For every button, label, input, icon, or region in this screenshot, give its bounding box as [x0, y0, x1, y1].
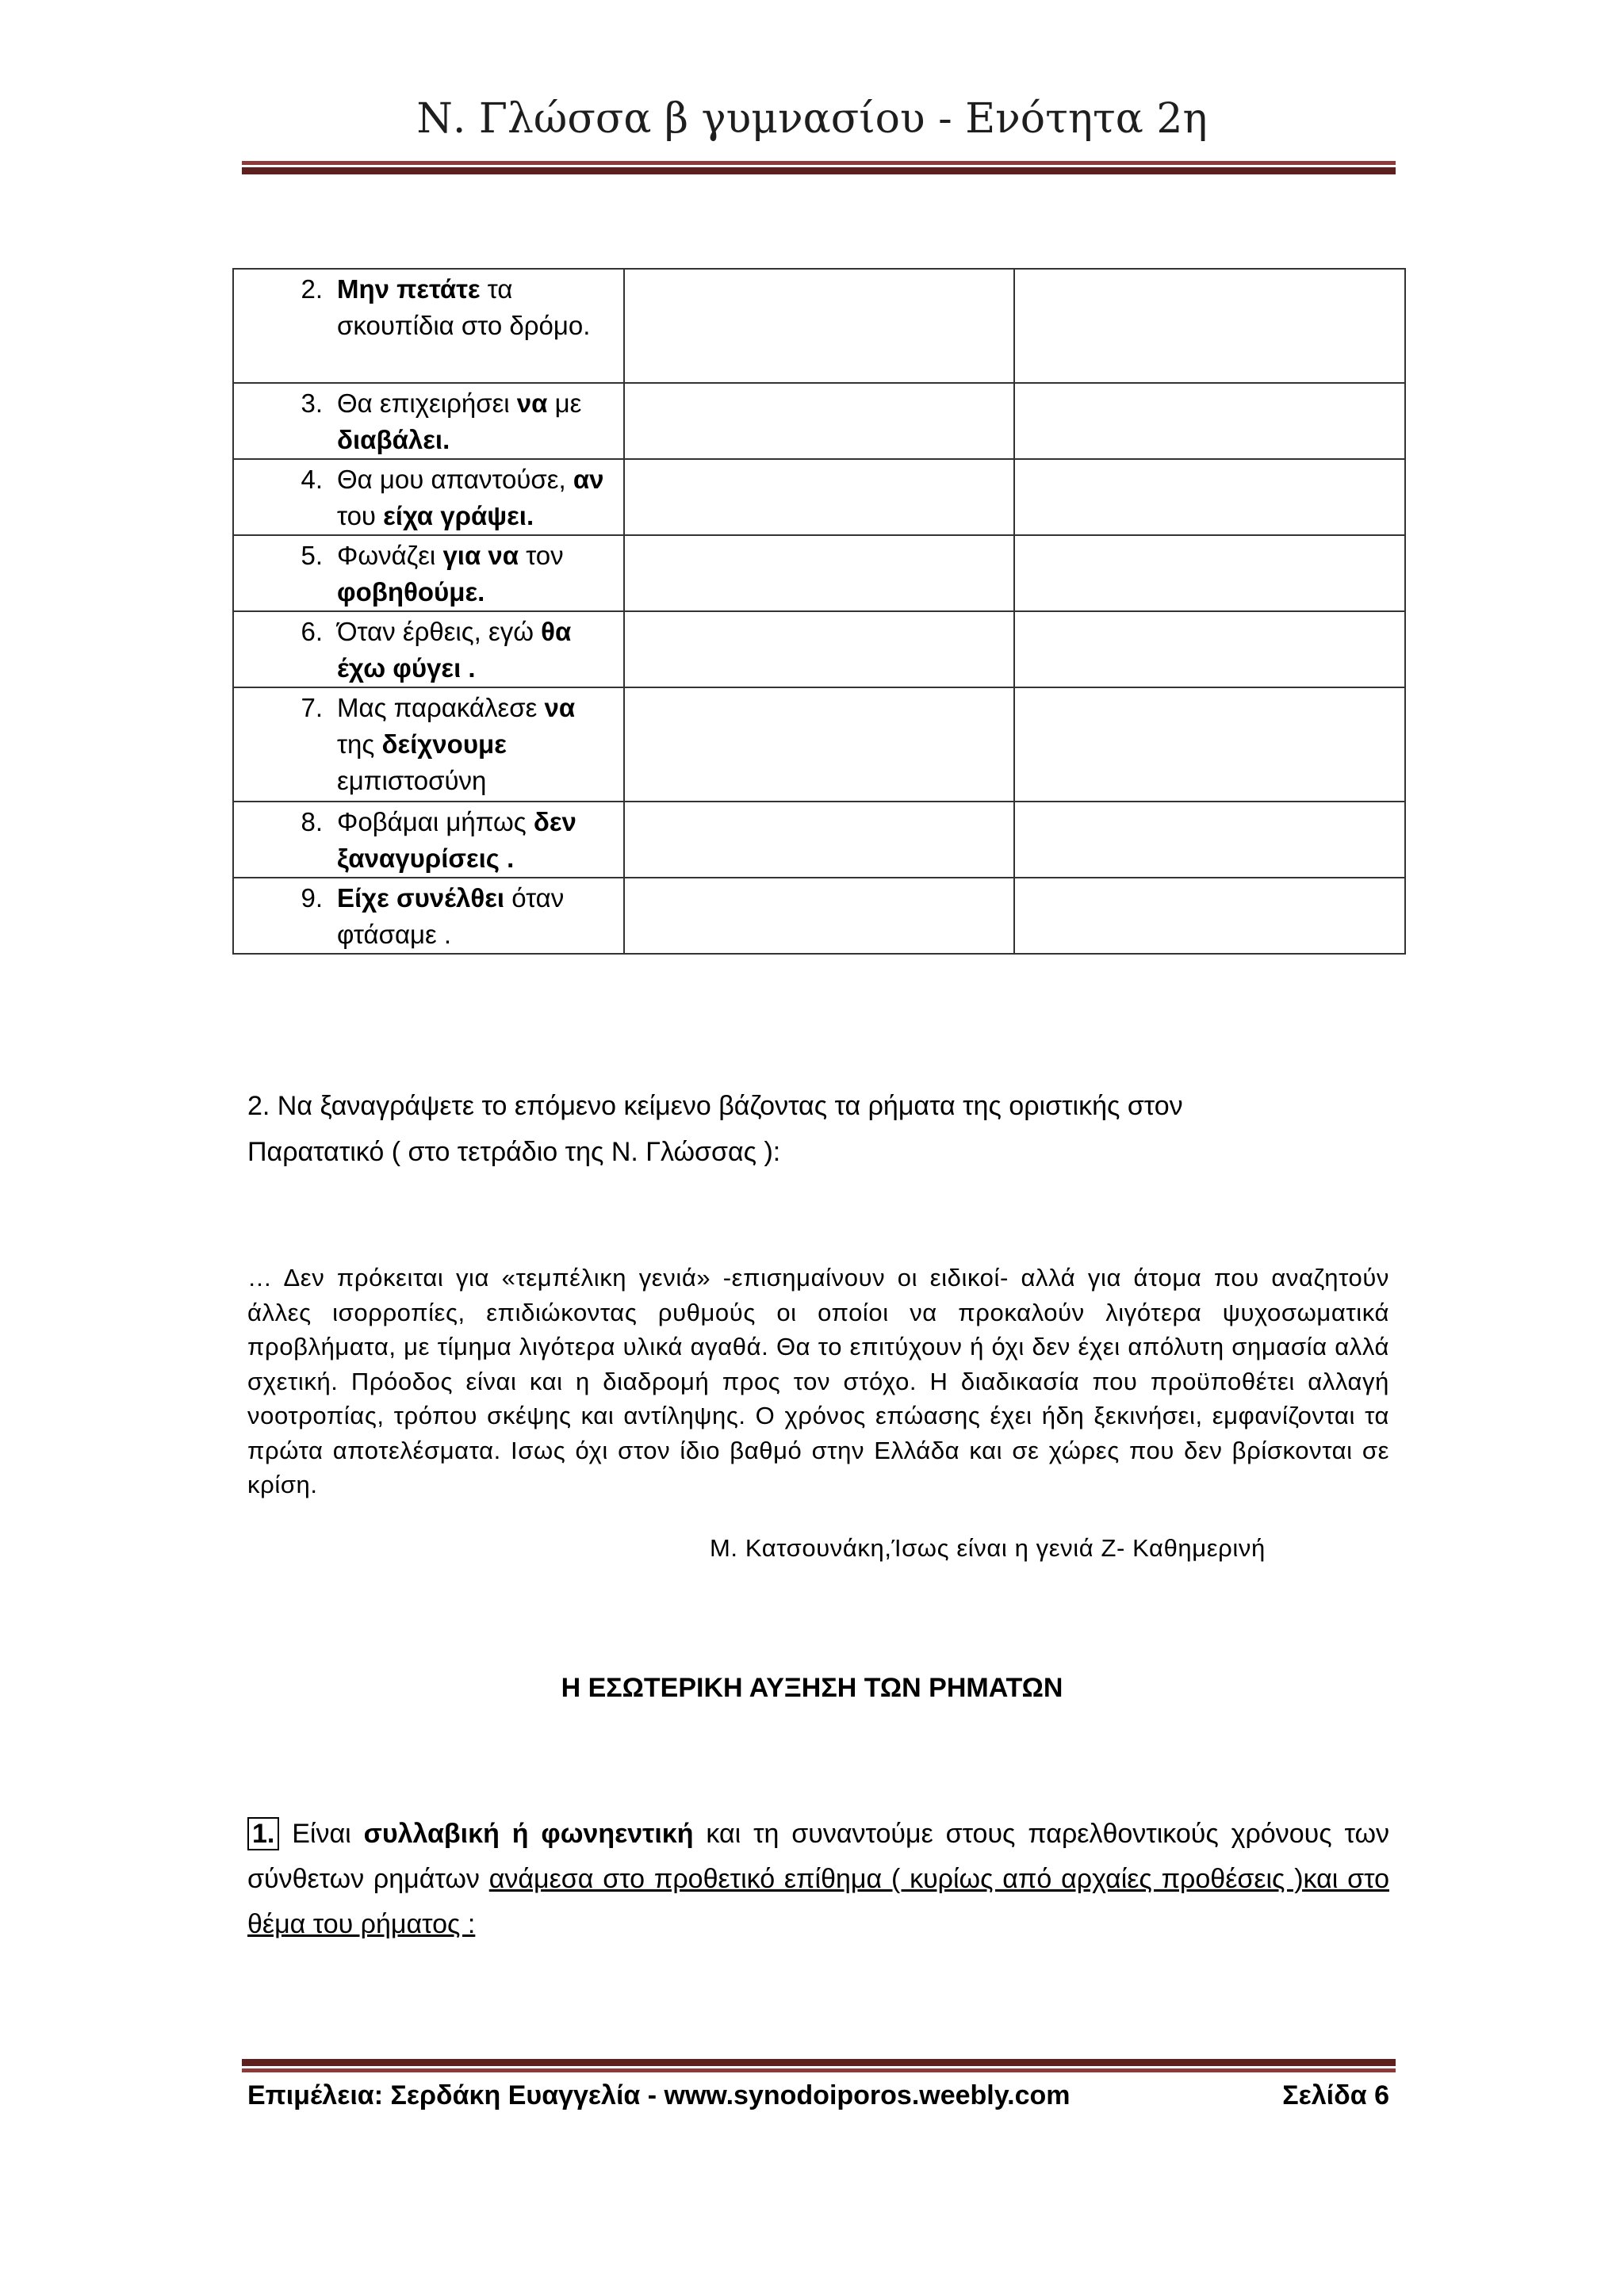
sentence-fragment: όταν φτάσαμε .	[337, 883, 565, 949]
sentence-text	[337, 880, 617, 953]
rule-1-number: 1.	[247, 1817, 279, 1850]
sentence-text	[337, 690, 617, 799]
page-footer	[247, 2080, 1389, 2111]
footer-credit: Επιμέλεια: Σερδάκη Ευαγγελία - www.synodoiporos.weebly.com	[247, 2080, 1071, 2110]
sentence-emphasis: θα έχω φύγει .	[337, 617, 572, 683]
sentence-fragment: Όταν έρθεις, εγώ	[337, 617, 542, 646]
table-row	[233, 459, 1405, 535]
rule-1-paragraph	[247, 1812, 1389, 1947]
sentence-number: 9.	[301, 883, 323, 913]
table-row	[233, 878, 1405, 954]
table-row	[233, 535, 1405, 611]
sentence-fragment: τον	[519, 541, 564, 570]
sentence-cell	[233, 802, 624, 878]
sentence-cell	[233, 878, 624, 954]
excerpt-text	[247, 1261, 1389, 1502]
sentence-fragment: της	[337, 729, 382, 759]
sentence-fragment: Φωνάζει	[337, 541, 443, 570]
answer-cell[interactable]	[1014, 535, 1405, 611]
sentence-emphasis: διαβάλει.	[337, 425, 450, 454]
answer-cell[interactable]	[1014, 802, 1405, 878]
answer-cell[interactable]	[1014, 687, 1405, 802]
sentence-cell	[233, 383, 624, 459]
section-title: Η ΕΣΩΤΕΡΙΚΗ ΑΥΞΗΣΗ ΤΩΝ ΡΗΜΑΤΩΝ	[561, 1673, 1063, 1703]
header-divider	[242, 161, 1396, 174]
sentence-cell	[233, 611, 624, 687]
answer-cell[interactable]	[1014, 459, 1405, 535]
task-2-line-1: 2. Να ξαναγράψετε το επόμενο κείμενο βάζοντας τα ρήματα της οριστικής στον	[247, 1091, 1183, 1121]
sentence-emphasis: να	[544, 693, 576, 722]
excerpt-paragraph: … Δεν πρόκειται για «τεμπέλικη γενιά» -επισημαίνουν οι ειδικοί- αλλά για άτομα που αναζητούν άλλες ισορροπίες, επιδιώκοντας ρυθμούς οι οποίοι να προκαλούν λιγότερα ψυχοσωματικά προβλήματα, με τίμημα λιγότερα υλικά αγαθά. Θα το επιτύχουν ή όχι δεν έχει απόλυτη σημασία αλλά σχετική. Πρόοδος είναι και η διαδρομή προς τον στόχο. Η διαδικασία που προϋποθέτει αλλαγή νοοτροπίας, τρόπου σκέψης και αντίληψης. Ο χρόνος επώασης έχει ήδη ξεκινήσει, εμφανίζονται τα πρώτα αποτελέσματα. Ισως όχι στον ίδιο βαθμό στην Ελλάδα και σε χώρες που δεν βρίσκονται σε κρίση.	[247, 1264, 1389, 1498]
sentence-emphasis: είχα γράψει.	[383, 501, 534, 530]
sentence-number: 5.	[301, 541, 323, 570]
rule-1-bold: συλλαβική ή φωνηεντική	[363, 1819, 694, 1849]
sentence-fragment: Θα μου απαντούσε,	[337, 465, 573, 494]
sentence-cell	[233, 687, 624, 802]
sentence-fragment: του	[337, 501, 384, 530]
sentence-emphasis: Μην πετάτε	[337, 274, 481, 304]
answer-cell[interactable]	[624, 269, 1015, 383]
sentence-emphasis: φοβηθούμε.	[337, 577, 485, 607]
table-row	[233, 802, 1405, 878]
sentence-fragment: με	[547, 388, 582, 418]
sentence-fragment: Μας παρακάλεσε	[337, 693, 545, 722]
sentence-text	[337, 538, 617, 610]
rule-1-underlined: ανάμεσα στο προθετικό επίθημα ( κυρίως από αρχαίες προθέσεις )και στο θέμα του ρήματος :	[247, 1864, 1389, 1939]
table-row	[233, 383, 1405, 459]
sentence-fragment: Φοβάμαι μήπως	[337, 807, 534, 836]
answer-cell[interactable]	[624, 535, 1015, 611]
answer-cell[interactable]	[1014, 383, 1405, 459]
sentence-emphasis: Είχε συνέλθει	[337, 883, 505, 913]
rule-1-rest: και τη συναντούμε στους παρελθοντικούς χρόνους των σύνθετων ρημάτων	[247, 1819, 1389, 1894]
sentence-fragment: εμπιστοσύνη	[337, 766, 487, 795]
task-2-instruction	[247, 1083, 1389, 1175]
footer-page-number: Σελίδα 6	[1282, 2080, 1389, 2110]
answer-cell[interactable]	[624, 611, 1015, 687]
sentence-emphasis: για να	[442, 541, 519, 570]
sentence-text	[337, 385, 617, 458]
answer-cell[interactable]	[624, 687, 1015, 802]
sentence-text	[337, 271, 617, 344]
table-row	[233, 269, 1405, 383]
answer-cell[interactable]	[624, 878, 1015, 954]
exercise-table	[232, 268, 1406, 955]
sentence-emphasis: δείχνουμε	[381, 729, 507, 759]
sentence-number: 8.	[301, 807, 323, 836]
task-2-line-2: Παρατατικό ( στο τετράδιο της Ν. Γλώσσας ):	[247, 1137, 781, 1167]
sentence-fragment: τα σκουπίδια στο δρόμο.	[337, 274, 591, 340]
footer-divider	[242, 2059, 1396, 2072]
excerpt-source: Μ. Κατσουνάκη,Ίσως είναι η γενιά Ζ- Καθημερινή	[710, 1534, 1266, 1562]
sentence-text	[337, 614, 617, 687]
sentence-text	[337, 461, 617, 534]
sentence-fragment: Θα επιχειρήσει	[337, 388, 517, 418]
sentence-emphasis: να	[516, 388, 548, 418]
sentence-number: 3.	[301, 388, 323, 418]
sentence-number: 7.	[301, 693, 323, 722]
sentence-text	[337, 804, 617, 877]
rule-1-intro: Είναι	[279, 1819, 364, 1849]
answer-cell[interactable]	[624, 802, 1015, 878]
answer-cell[interactable]	[1014, 611, 1405, 687]
sentence-number: 6.	[301, 617, 323, 646]
sentence-cell	[233, 459, 624, 535]
sentence-number: 2.	[301, 274, 323, 304]
answer-cell[interactable]	[1014, 878, 1405, 954]
answer-cell[interactable]	[1014, 269, 1405, 383]
page-header-title: Ν. Γλώσσα β γυμνασίου - Ενότητα 2η	[416, 95, 1208, 143]
sentence-cell	[233, 269, 624, 383]
sentence-number: 4.	[301, 465, 323, 494]
table-row	[233, 687, 1405, 802]
answer-cell[interactable]	[624, 459, 1015, 535]
answer-cell[interactable]	[624, 383, 1015, 459]
table-row	[233, 611, 1405, 687]
sentence-cell	[233, 535, 624, 611]
sentence-emphasis: αν	[573, 465, 604, 494]
sentence-emphasis: δεν ξαναγυρίσεις .	[337, 807, 576, 873]
